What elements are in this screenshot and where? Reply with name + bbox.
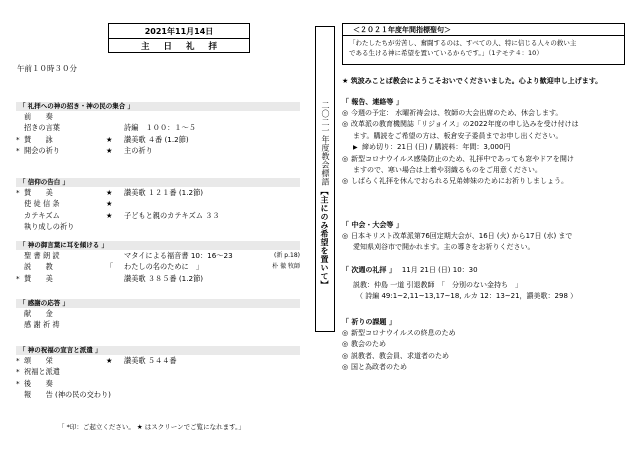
quote-mark: 「 (106, 262, 114, 272)
list-item-text: 教会のため (351, 340, 386, 349)
order-section (16, 178, 300, 232)
screen-star-icon: ★ (106, 134, 113, 144)
circle-bullet-icon: ◎ (342, 154, 349, 163)
order-section-header: 「 感謝の応答 」 (16, 299, 300, 308)
order-item-name: 招きの言葉 (24, 123, 60, 133)
order-row (16, 187, 300, 198)
standing-mark: * (16, 378, 20, 388)
standing-mark: * (16, 273, 20, 283)
prayer-section (342, 316, 628, 374)
standing-mark: * (16, 145, 20, 155)
list-item (342, 339, 628, 350)
order-row (16, 378, 300, 389)
verse-body (349, 38, 621, 58)
screen-star-icon: ★ (106, 199, 113, 209)
order-item-name: 献 金 (24, 309, 53, 318)
motto-phrase: 【主にのみ希望を置いて】 (320, 187, 330, 289)
order-row (16, 355, 300, 366)
circle-bullet-icon: ◎ (342, 177, 349, 186)
worship-order-column (0, 0, 305, 452)
order-row (16, 273, 300, 284)
header-divider (109, 38, 249, 39)
list-item (342, 231, 628, 242)
announcements-list (342, 108, 628, 188)
list-item (342, 351, 628, 362)
next-service-section (342, 264, 628, 303)
next-sermon-line: 説教：仲島 一道 引退教師 「 分別のない金持ち 」 (353, 281, 522, 289)
circle-bullet-icon: ◎ (342, 363, 349, 372)
verse-line: 「わたしたちが労苦し、奮闘するのは、すべての人、特に信じる人々の救い主 (349, 39, 577, 47)
screen-star-icon: ★ (106, 145, 113, 155)
screen-star-icon: ★ (106, 356, 113, 365)
list-item (342, 165, 628, 176)
list-item-text: しばらく礼拝を休んでおられる兄弟姉妹のためにお祈りしましょう。 (351, 177, 568, 186)
order-item-detail: 子どもと親のカテキズム ３３ (124, 210, 220, 220)
list-item (342, 328, 628, 339)
circle-bullet-icon: ◎ (342, 109, 349, 117)
order-section-header: 「 神の祝福の宣言と派遣 」 (16, 346, 300, 355)
list-item-text: ますので、寒い場合は上着や羽織るものをご用意ください。 (353, 166, 542, 175)
order-item-name: 前 奏 (24, 112, 53, 121)
order-item-name: 賛 美 (24, 273, 53, 283)
list-item (342, 154, 628, 165)
next-service-header-line (342, 264, 628, 276)
welcome-message: ★ 筑波みことば教会にようこそおいでくださいました。心より歓迎申し上げます。 (342, 77, 603, 85)
order-section-header: 「 神の御言葉に耳を傾ける 」 (16, 241, 300, 250)
order-item-name: 賛 美 (24, 188, 53, 197)
order-item-note: (新 p.18) (274, 252, 300, 259)
order-item-name: カテキズム (24, 210, 60, 220)
list-item (342, 176, 628, 187)
prayer-list (342, 328, 628, 374)
circle-bullet-icon: ◎ (342, 120, 349, 129)
list-item-text: 国と為政者のため (351, 363, 407, 372)
order-row (16, 198, 300, 209)
standing-mark: * (16, 134, 20, 144)
order-item-name: 執り成しの祈り (24, 221, 75, 231)
verse-title: ＜２０２１年度年間指標聖句＞ (353, 26, 451, 34)
order-item-detail: 主の祈り (124, 145, 153, 155)
order-item-name: 聖 書 朗 読 (24, 251, 60, 260)
order-row (16, 111, 300, 122)
order-row (16, 308, 300, 319)
order-row (16, 389, 300, 400)
conference-section (342, 219, 628, 254)
next-service-header: 「 次週の礼拝 」 (342, 266, 393, 274)
order-section (16, 346, 300, 400)
screen-star-icon: ★ (106, 188, 113, 197)
standing-mark: * (16, 367, 20, 377)
order-section-header: 「 信仰の告白 」 (16, 178, 300, 187)
list-item-text: 締め切り：21日 (日) / 購読料：年間：3,000円 (362, 143, 511, 152)
announcements-section (342, 96, 628, 188)
arrow-bullet-icon: ▶ (353, 144, 358, 152)
order-row (16, 134, 300, 145)
list-item (342, 142, 628, 153)
order-row (16, 319, 300, 330)
standing-mark: * (16, 356, 20, 365)
next-readings-line: （ 詩編 49:1~2,11~13,17~18, ルカ 12：13~21，讃美歌：298 ） (356, 292, 578, 301)
verse-line: である生ける神に希望を置いているからです。」（1テモテ４：10） (349, 49, 543, 57)
order-item-name: 感 謝 祈 祷 (24, 320, 60, 330)
motto-heading: 教会標語 (321, 152, 330, 186)
order-item-name: 頌 栄 (24, 356, 53, 365)
circle-bullet-icon: ◎ (342, 232, 349, 240)
list-item (342, 131, 628, 142)
order-item-name: 賛 詠 (24, 134, 53, 144)
order-item-name: 説 教 (24, 262, 53, 272)
list-item-text: 今週の予定： 水曜祈祷会は、牧師の大会出席のため、休会します。 (351, 109, 563, 117)
order-item-name: 報 告 (神の民の交わり) (24, 389, 111, 399)
circle-bullet-icon: ◎ (342, 351, 349, 360)
order-row (16, 261, 300, 272)
order-item-detail: 詩編 １００：１～５ (124, 123, 196, 133)
conference-list (342, 231, 628, 254)
order-item-name: 開会の祈り (24, 145, 60, 155)
screen-star-icon: ★ (106, 210, 113, 220)
order-item-detail: 讃美歌 ５４４番 (124, 356, 177, 365)
order-item-note: 朴 徹 牧師 (272, 263, 300, 271)
list-item (342, 362, 628, 373)
order-section-header: 「 礼拝への神の招き・神の民の集合 」 (16, 102, 300, 111)
order-section (16, 241, 300, 284)
order-row (16, 366, 300, 377)
list-item (342, 108, 628, 119)
list-item-text: 日本キリスト改革派第76回定期大会が、16日 (火) から17日 (水) まで (351, 232, 573, 240)
service-title: 主日礼拝 (140, 42, 231, 52)
list-item-text: 愛知県刈谷市で開かれます。主の導きをお祈りください。 (353, 243, 535, 252)
next-service-datetime: 11月 21日 (日) 10：30 (401, 266, 478, 274)
order-item-name: 後 奏 (24, 378, 53, 388)
order-item-detail: 讃美歌 １２１番 (1.2節) (124, 188, 204, 197)
order-row (16, 221, 300, 232)
list-item-text: 説教者、教会員、求道者のため (351, 351, 449, 360)
footnote: 「 *印：ご起立ください。 ★ はスクリーンでご覧になれます。」 (58, 423, 245, 431)
order-item-name: 祝福と派遣 (24, 367, 60, 377)
conference-header: 「 中会・大会等 」 (342, 221, 403, 229)
order-row (16, 250, 300, 261)
prayer-header: 「 祈りの課題 」 (342, 318, 396, 326)
church-motto-banner (315, 26, 335, 332)
list-item (342, 119, 628, 130)
order-item-detail: 讃美歌 ３８５番 (1.2節) (124, 273, 204, 283)
order-row (16, 122, 300, 133)
order-row (16, 145, 300, 156)
order-item-detail: 讃美歌 ４番 (1.2節) (124, 134, 189, 144)
order-item-name: 使 徒 信 条 (24, 199, 60, 209)
service-time: 午前１０時３０分 (17, 64, 77, 73)
order-row (16, 210, 300, 221)
circle-bullet-icon: ◎ (342, 329, 349, 337)
circle-bullet-icon: ◎ (342, 340, 349, 349)
order-section (16, 299, 300, 331)
announcements-header: 「 報告、連絡等 」 (342, 98, 403, 106)
list-item-text: 新型コロナウイルスの終息のため (351, 329, 456, 337)
list-item (342, 242, 628, 253)
list-item-text: 新型コロナウイルス感染防止のため、礼拝中であっても窓やドアを開け (351, 154, 574, 163)
motto-year-heading (318, 101, 332, 186)
list-item-text: 改革派の教育機関誌「リジョイス」の2022年度の申し込みを受け付けは (351, 120, 579, 129)
motto-phrase-wrap (318, 187, 332, 289)
annual-verse-box (342, 23, 625, 65)
service-date: 2021年11月14日 (144, 27, 214, 36)
order-item-detail: マタイによる福音書 10：16～23 (124, 251, 233, 260)
standing-mark: * (16, 188, 20, 197)
verse-divider (343, 35, 624, 36)
list-item-text: ます。購読をご希望の方は、板倉安子委員までお申し出ください。 (353, 131, 563, 140)
order-item-detail: わたしの名のために 」 (124, 262, 204, 272)
order-section (16, 102, 300, 156)
motto-year: 二〇二一年度 (321, 101, 330, 152)
service-header-box (108, 23, 250, 53)
